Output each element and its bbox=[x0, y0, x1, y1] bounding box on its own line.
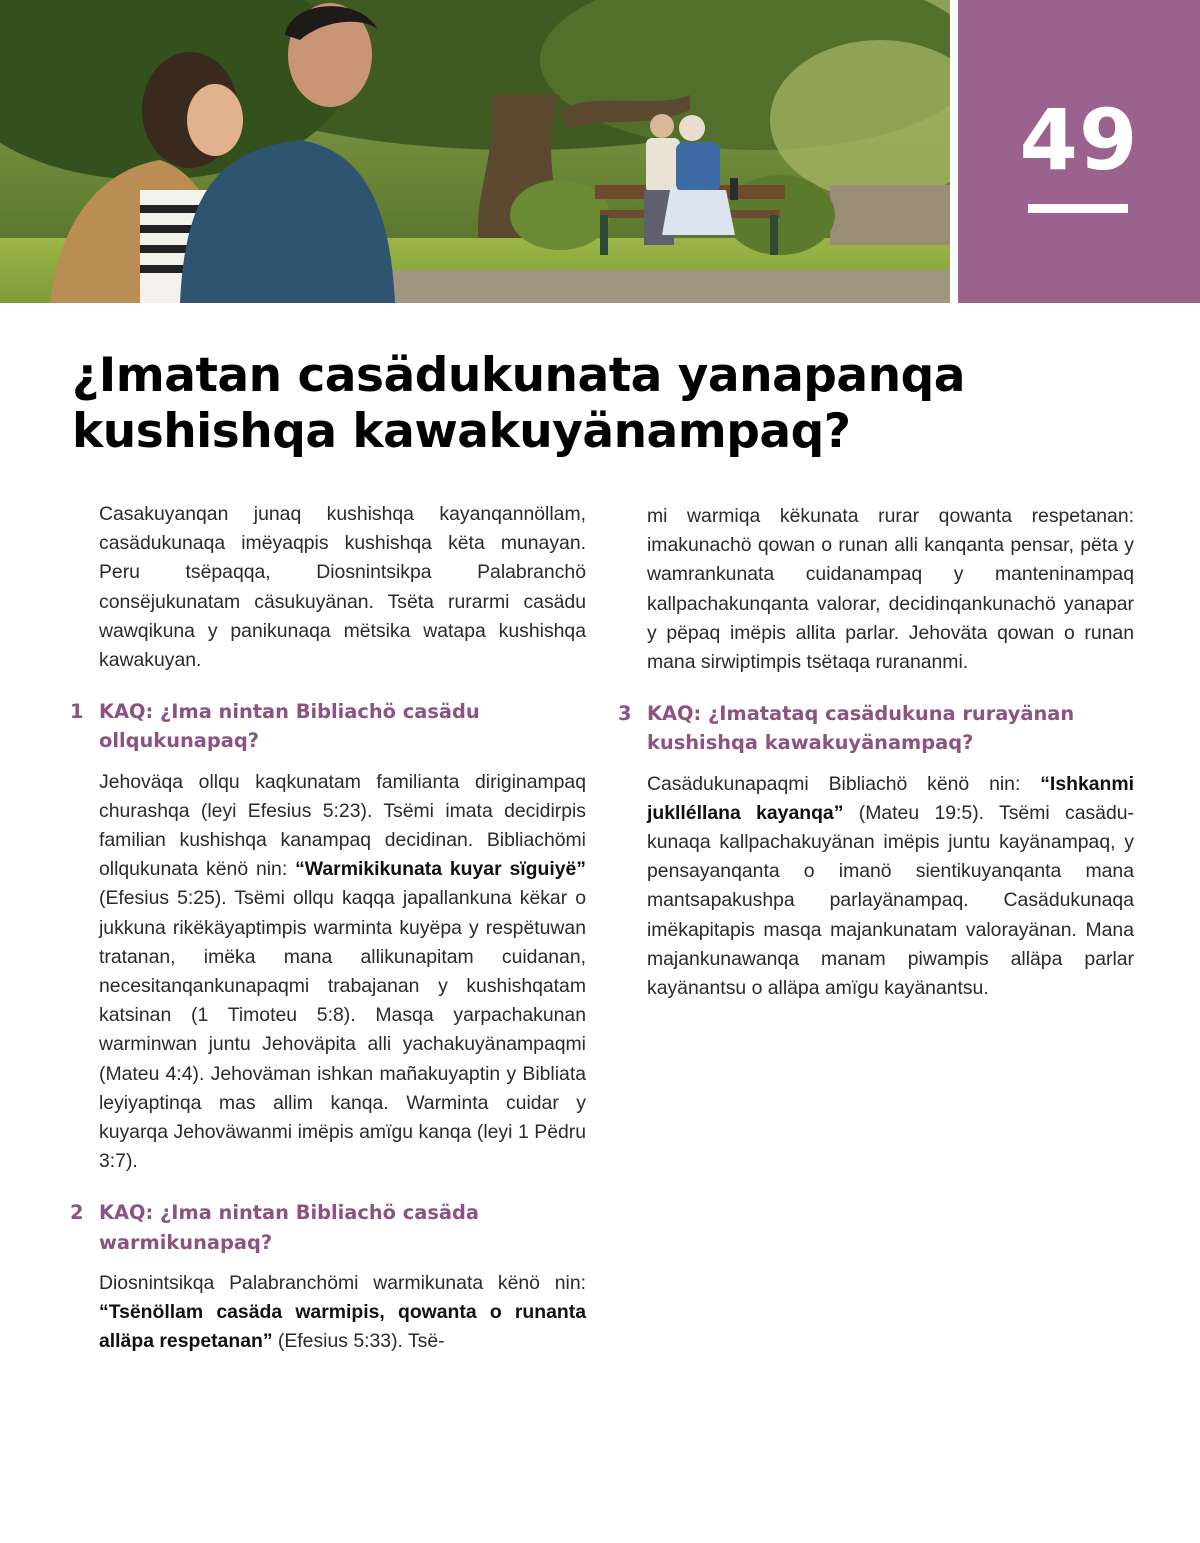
question-2-number: 2 bbox=[70, 1201, 84, 1225]
page-title-line-2: kushishqa kawakuyänampaq? bbox=[72, 404, 851, 459]
couples-in-park-photo bbox=[0, 0, 950, 303]
answer-1-text-a: Jehoväqa ollqu kaqkunatam familianta diriginampaq churashqa (leyi Efesius 5:23). Tsëmi imata decidirpis familian kushishqa kanampaq decidinan. Bibliachömi ollqukunata kënö nin: bbox=[99, 770, 586, 881]
question-1-heading bbox=[70, 697, 586, 755]
answer-3-quote: “Ishkanmi juklléllana kayanqa” bbox=[647, 772, 1134, 824]
question-3-number: 3 bbox=[618, 702, 632, 726]
question-3-text: KAQ: ¿Imatataq casädukuna rurayänan kushishqa kawakuyänampaq? bbox=[647, 702, 1075, 755]
answer-1-text-b: (Efesius 5:25). Tsëmi ollqu kaqqa japallankuna këkar o jukkuna rikëkäyaptimpis warminta kuyëpa y respëtuwan tratanan, imëka mana allikunapitam cuidanan, necesitanqankunapaqmi trabajanan y kushishqatam katsinan (1 Timoteu 5:8). Masqa yarpachakunan warminwan juntu Jehoväpita alli yachakuyänampaqmi (Mateu 4:4). Jehoväman ishkan mañakuyaptin y Bibliata leyiyaptinqa mas allim kanqa. Warminta cuidar y kuyarqa Jehoväwanmi imëpis amïgu kanqa (leyi 1 Pëdru 3:7). bbox=[99, 887, 586, 1173]
column-right bbox=[618, 502, 1134, 1019]
intro-paragraph: Casakuyanqan junaq kushishqa kayanqannöllam, casädukunaqa imëyaqpis kushishqa këta munayan. Peru tsëpaqqa, Diosnintsikpa Palabranchö consëjukunatam cäsukuyänan. Tsëta rurarmi casädu wawqikuna y panikunaqa mëtsika watapa kushishqa kawakuyan. bbox=[99, 503, 586, 672]
answer-2-paragraph-continued: mi warmiqa këkunata rurar qowanta respetanan: imakunachö qowan o runan alli kanqanta pensar, pëta y wamrankunata cuidanampaq y manteninampaq kallpachakunqanta valorar, decidinqankunachö yanapar y pëpaq imëpis allita parlar. Jehoväta qowan o runan mana sirwiptimpis tsëtaqa rurananmi. bbox=[647, 505, 1134, 674]
answer-2-text-a: Diosnintsikqa Palabranchömi warmikunata kënö nin: bbox=[99, 1271, 586, 1294]
answer-1-quote: “Warmikikunata kuyar sïguiyë” bbox=[295, 858, 587, 881]
question-3-heading bbox=[618, 699, 1134, 757]
answer-3-paragraph bbox=[618, 770, 1134, 1004]
question-2-heading bbox=[70, 1198, 586, 1256]
page-title bbox=[72, 348, 1132, 460]
answer-2-paragraph bbox=[70, 1269, 586, 1357]
page-title-line-1: ¿Imatan casädukunata yanapanqa bbox=[72, 348, 965, 403]
lesson-badge bbox=[958, 0, 1200, 303]
question-1-number: 1 bbox=[70, 700, 84, 724]
answer-1-paragraph bbox=[70, 768, 586, 1177]
answer-2-text-b: (Efesius 5:33). Tsë- bbox=[272, 1330, 445, 1353]
question-1-text: KAQ: ¿Ima nintan Bibliachö casädu ollqukunapaq? bbox=[99, 700, 480, 753]
lesson-number-underline bbox=[1028, 204, 1128, 213]
lesson-number: 49 bbox=[1019, 91, 1139, 189]
answer-3-text-a: Casädukunapaqmi Bibliachö kënö nin: bbox=[647, 772, 1041, 795]
column-left bbox=[70, 500, 586, 1372]
header-photo bbox=[0, 0, 950, 303]
answer-2-quote: “Tsënöllam casäda warmipis, qowanta o runanta alläpa respetanan” bbox=[99, 1301, 586, 1353]
answer-3-text-b: (Mateu 19:5). Tsëmi casädukunaqa kallpachakuyänan imëpis juntu kayänampaq, y pensayanqanta o imanö sientikuyanqanta mana mantsapakushpa parlayänampaq. Casädukunaqa imëkapitapis masqa majankunatam valorayänan. Mana majankunawanqa manam piwampis alläpa parlar kayänantsu o alläpa amïgu kayänantsu. bbox=[647, 801, 1134, 1000]
question-2-text: KAQ: ¿Ima nintan Bibliachö casäda warmikunapaq? bbox=[99, 1201, 479, 1254]
